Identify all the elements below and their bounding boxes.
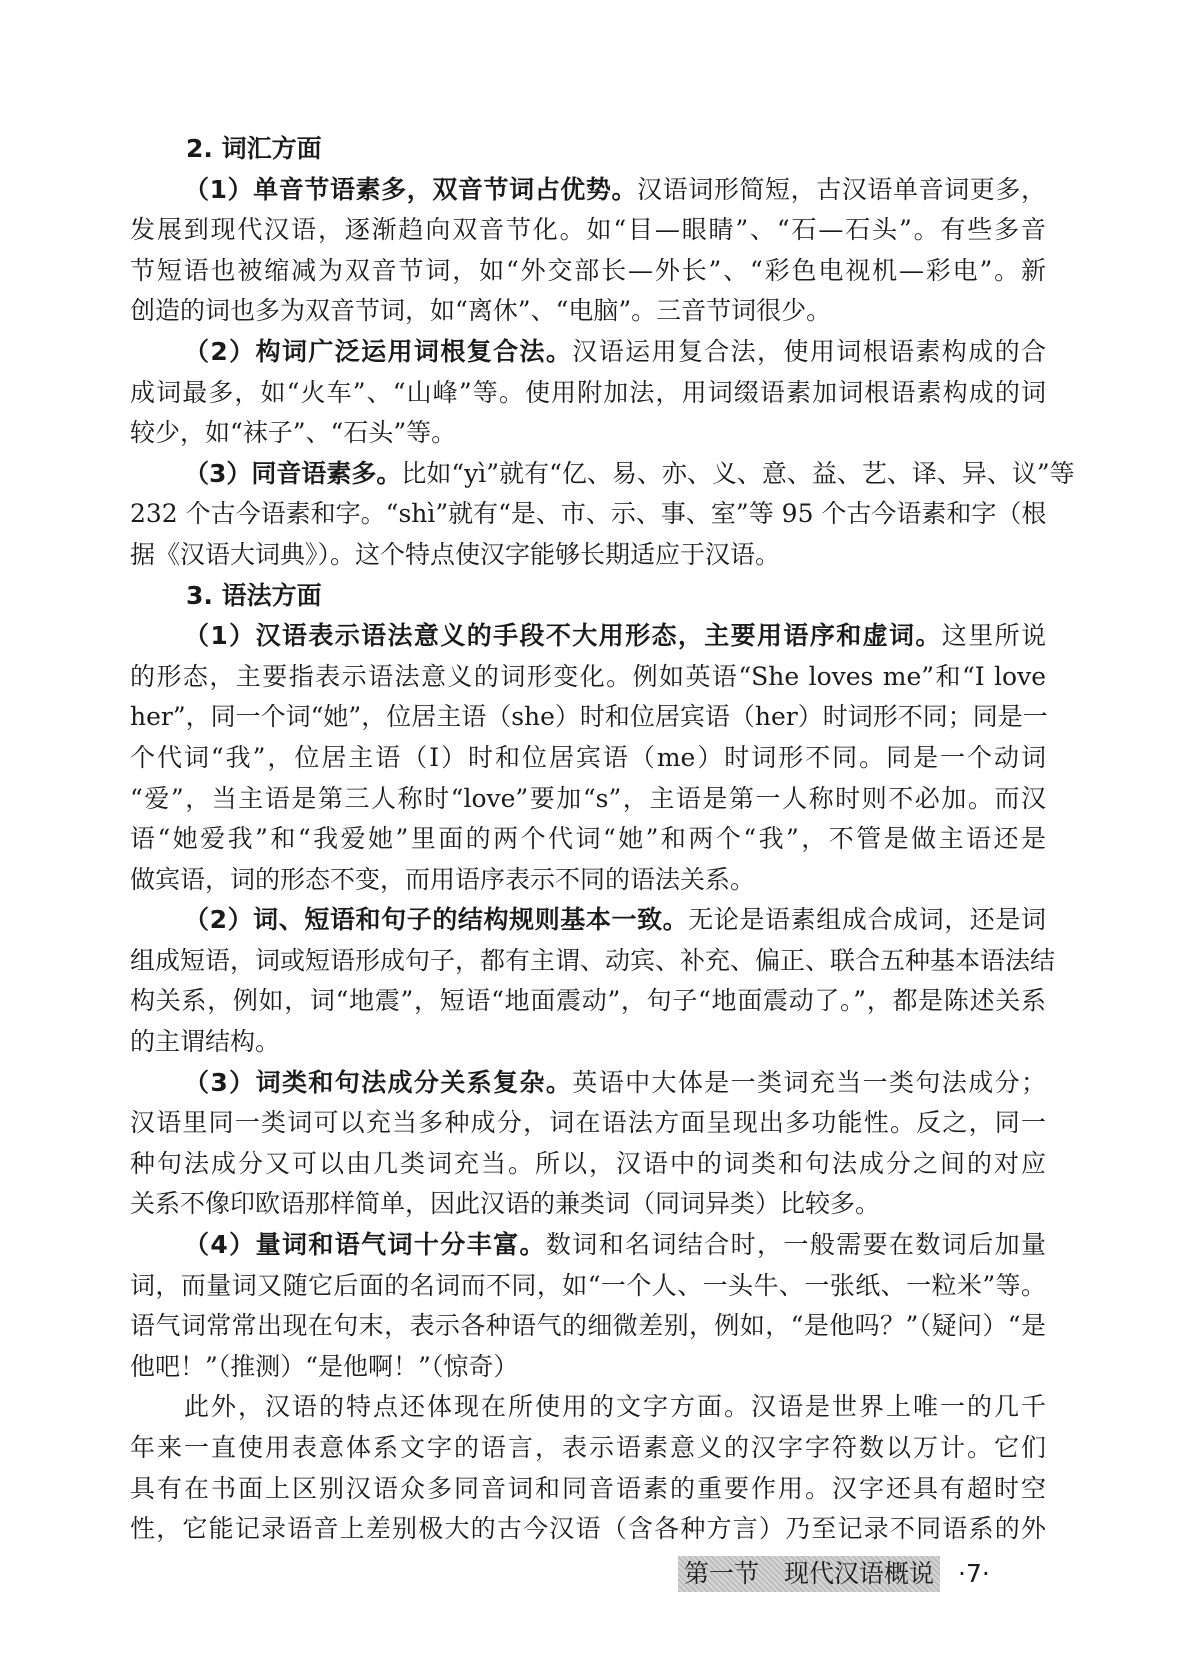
body-text: 汉语运用复合法，使用词根语素构成的合 (572, 336, 1046, 366)
bold-lead-text: 2. 词汇方面 (186, 134, 322, 163)
text-line (130, 900, 1046, 941)
section-heading (130, 129, 1046, 170)
text-line (130, 494, 1046, 535)
body-text: 具有在书面上区别汉语众多同音词和同音语素的重要作用。汉字还具有超时空 (130, 1473, 1046, 1503)
body-text: 232 个古今语素和字。“shì”就有“是、市、示、事、室”等 95 个古今语素和字（根 (130, 499, 1047, 529)
text-line (130, 251, 1046, 292)
body-text: 做宾语，词的形态不变，而用语序表示不同的语法关系。 (130, 864, 756, 894)
body-text: “爱”，当主语是第三人称时“love”要加“s”，主语是第一人称时则不必加。而汉 (130, 783, 1046, 813)
body-text: 发展到现代汉语，逐渐趋向双音节化。如“目—眼睛”、“石—石头”。有些多音 (130, 215, 1046, 245)
text-line (130, 1184, 1046, 1225)
body-text: 较少，如“袜子”、“石头”等。 (130, 418, 457, 448)
body-text: 性，它能记录语音上差别极大的古今汉语（含各种方言）乃至记录不同语系的外 (130, 1514, 1046, 1544)
text-line (130, 941, 1056, 982)
page-number: ·7· (958, 1559, 990, 1588)
body-text: 无论是语素组成合成词，还是词 (688, 905, 1046, 935)
body-text: 词，而量词又随它后面的名词而不同，如“一个人、一头牛、一张纸、一粒米”等。 (130, 1270, 1046, 1300)
text-line (130, 1306, 1046, 1347)
body-text: 成词最多，如“火车”、“山峰”等。使用附加法，用词缀语素加词根语素构成的词 (130, 377, 1046, 407)
text-line (130, 1266, 1046, 1307)
bold-lead-text: （3）同音语素多。 (184, 458, 402, 488)
body-text: 创造的词也多为双音节词，如“离休”、“电脑”。三音节词很少。 (130, 296, 832, 326)
text-line (130, 1022, 1046, 1063)
text-line (130, 1225, 1046, 1266)
text-line (130, 657, 1046, 698)
text-line (130, 1347, 1046, 1388)
body-text: 他吧！”（推测）“是他啊！”（惊奇） (130, 1351, 519, 1381)
text-line (130, 738, 1046, 779)
body-text: 构关系，例如，词“地震”，短语“地面震动”，句子“地面震动了。”，都是陈述关系 (130, 986, 1046, 1016)
text-line (130, 291, 1046, 332)
text-line (130, 1103, 1046, 1144)
text-line (130, 697, 1046, 738)
body-text: 语气词常常出现在句末，表示各种语气的细微差别，例如，“是他吗？”（疑问）“是 (130, 1311, 1046, 1341)
text-line (130, 616, 1046, 657)
bold-lead-text: （2）构词广泛运用词根复合法。 (184, 336, 573, 366)
text-line (130, 373, 1046, 414)
body-text: 语“她爱我”和“我爱她”里面的两个代词“她”和两个“我”，不管是做主语还是 (130, 824, 1046, 854)
body-text: 数词和名词结合时，一般需要在数词后加量 (545, 1230, 1046, 1260)
body-text: 关系不像印欧语那样简单，因此汉语的兼类词（同词异类）比较多。 (130, 1189, 881, 1219)
body-text: her”，同一个词“她”，位居主语（she）时和位居宾语（her）时词形不同；同是一 (130, 702, 1048, 732)
text-line (130, 981, 1046, 1022)
bold-lead-text: （1）单音节语素多，双音节词占优势。 (184, 174, 638, 204)
body-text: 此外，汉语的特点还体现在所使用的文字方面。汉语是世界上唯一的几千 (184, 1392, 1046, 1422)
bold-lead-text: （4）量词和语气词十分丰富。 (184, 1230, 546, 1260)
section-heading (130, 576, 1046, 617)
text-line (130, 454, 1075, 495)
text-line (130, 860, 1046, 901)
bold-lead-text: （2）词、短语和句子的结构规则基本一致。 (184, 905, 689, 935)
bold-lead-text: （1）汉语表示语法意义的手段不大用形态，主要用语序和虚词。 (184, 621, 942, 651)
running-footer-section-title: 第一节 现代汉语概说 (678, 1556, 940, 1592)
body-text: 这里所说 (941, 621, 1046, 651)
text-line (130, 1428, 1046, 1469)
text-line (130, 170, 1046, 211)
text-line (130, 413, 1046, 454)
text-line (130, 210, 1046, 251)
bold-lead-text: （3）词类和句法成分关系复杂。 (184, 1067, 573, 1097)
body-text: 组成短语，词或短语形成句子，都有主谓、动宾、补充、偏正、联合五种基本语法结 (130, 945, 1056, 975)
body-text: 节短语也被缩减为双音节词，如“外交部长—外长”、“彩色电视机—彩电”。新 (130, 255, 1046, 285)
page-body (130, 129, 1075, 1550)
text-line (130, 1144, 1046, 1185)
body-text: 年来一直使用表意体系文字的语言，表示语素意义的汉字字符数以万计。它们 (130, 1433, 1046, 1462)
body-text: 个代词“我”，位居主语（I）时和位居宾语（me）时词形不同。同是一个动词 (130, 742, 1046, 772)
text-line (130, 779, 1046, 820)
body-text: 种句法成分又可以由几类词充当。所以，汉语中的词类和句法成分之间的对应 (130, 1148, 1046, 1178)
text-line (130, 1469, 1046, 1510)
text-line (130, 332, 1046, 373)
text-line (130, 819, 1046, 860)
body-text: 汉语词形简短，古汉语单音词更多， (637, 174, 1046, 204)
body-text: 比如“yì”就有“亿、易、亦、义、意、益、艺、译、异、议”等 (401, 458, 1075, 488)
bold-lead-text: 3. 语法方面 (186, 580, 322, 610)
body-text: 英语中大体是一类词充当一类句法成分； (572, 1067, 1046, 1097)
text-line (130, 1063, 1046, 1104)
body-text: 汉语里同一类词可以充当多种成分，词在语法方面呈现出多功能性。反之，同一 (130, 1108, 1046, 1138)
text-line (130, 535, 1046, 576)
body-text: 据《汉语大词典》）。这个特点使汉字能够长期适应于汉语。 (130, 539, 781, 569)
body-text: 的形态，主要指表示语法意义的词形变化。例如英语“She loves me”和“I love (130, 661, 1046, 691)
text-line (130, 1509, 1046, 1550)
body-text: 的主谓结构。 (130, 1027, 281, 1057)
text-line (130, 1387, 1046, 1428)
